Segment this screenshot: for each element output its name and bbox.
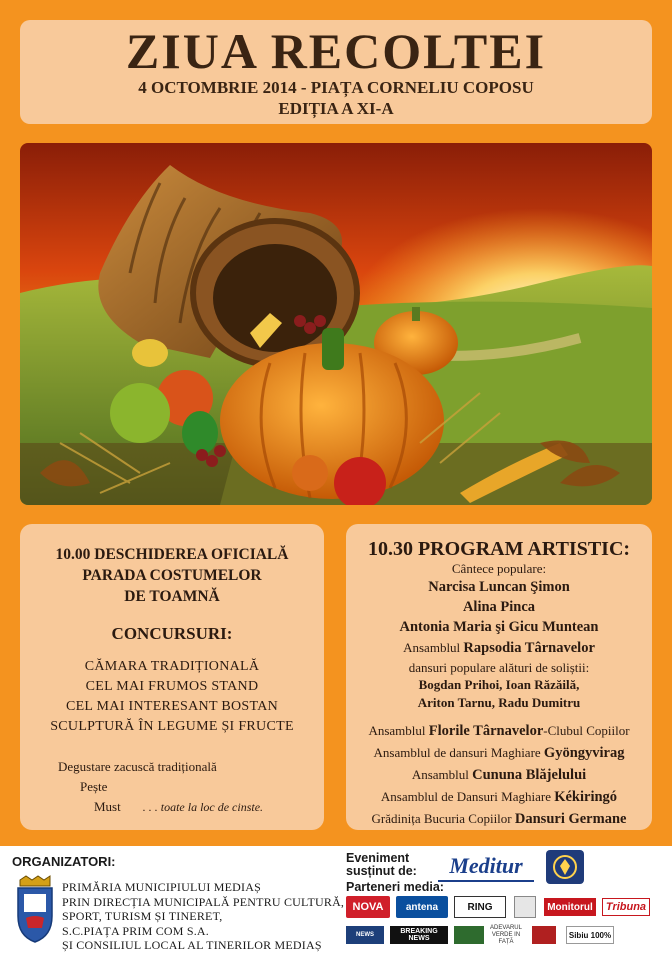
media-partner-icon	[514, 896, 536, 918]
breaking-news-logo: BREAKING NEWS	[390, 926, 448, 944]
ensemble-name: Gyöngyvirag	[543, 745, 625, 761]
ensemble-prefix: Ansamblul	[411, 767, 469, 782]
ensemble-line	[346, 764, 652, 786]
singer-name: Narcisa Luncan Şimon	[428, 579, 570, 595]
singer-name: Antonia Maria şi Gicu Muntean	[399, 619, 599, 635]
sponsor-heading	[346, 852, 417, 878]
soloists-line: Bogdan Prihoi, Ioan Răzăilă,	[418, 677, 580, 692]
sibiu-100-logo: Sibiu 100%	[566, 926, 614, 944]
adevarul-icon	[454, 926, 484, 944]
organizer-line: S.C.PIAȚA PRIM COM S.A.	[62, 923, 209, 938]
dances-label: dansuri populare alături de soliștii:	[408, 660, 590, 675]
ensemble-prefix: Ansamblul	[368, 723, 426, 738]
ensemble-suffix: -Clubul Copiilor	[543, 723, 630, 738]
organizer-line: PRIMĂRIA MUNICIPIULUI MEDIAȘ	[62, 880, 261, 894]
parade-line: PARADA COSTUMELOR	[82, 567, 262, 584]
tribuna-logo: Tribuna	[602, 898, 650, 916]
government-crest-icon	[546, 850, 584, 884]
adevarul-logo: ADEVARUL VERDE IN FAȚĂ	[490, 924, 522, 945]
ensemble-name: Dansuri Germane	[514, 811, 627, 827]
sponsors-footer	[0, 846, 672, 960]
tasting-item: Must	[94, 799, 121, 814]
ensemble-line	[346, 808, 652, 830]
tasting-item: Degustare zacuscă tradițională	[58, 759, 217, 774]
ensemble-name: Rapsodia Târnavelor	[463, 640, 595, 656]
sponsor-heading-line2: susținut de:	[346, 864, 417, 878]
tasting-item-last	[20, 797, 324, 817]
ring-radio-logo: RING	[454, 896, 506, 918]
organizer-line: PRIN DIRECȚIA MUNICIPALĂ PENTRU CULTURĂ,	[62, 894, 345, 909]
ensemble-name: Cununa Blăjelului	[472, 767, 587, 783]
contests-heading: CONCURSURI:	[111, 624, 233, 643]
event-date-location: 4 OCTOMBRIE 2014 - PIAȚA CORNELIU COPOSU	[138, 78, 534, 97]
organizer-line: ȘI CONSILIUL LOCAL AL TINERILOR MEDIAȘ	[62, 938, 322, 953]
parade-line-2: DE TOAMNĂ	[124, 588, 220, 605]
event-edition: EDIȚIA A XI-A	[278, 99, 394, 118]
ensemble-name: Florile Târnavelor	[428, 723, 544, 739]
media-partners-heading: Parteneri media:	[346, 880, 444, 894]
singer-name: Alina Pinca	[462, 599, 536, 615]
cornucopia-image	[20, 143, 652, 505]
ensemble-line	[346, 637, 652, 659]
contest-item: SCULPTURĂ ÎN LEGUME ȘI FRUCTE	[50, 719, 294, 734]
contest-item: CEL MAI INTERESANT BOSTAN	[65, 699, 279, 714]
program-panel-right	[346, 524, 652, 830]
ensemble-prefix: Ansamblul de dansuri Maghiare	[373, 745, 541, 760]
nova-tv-logo: NOVA	[346, 896, 390, 918]
ensemble-line	[346, 720, 652, 742]
ensemble-prefix: Grădinița Bucuria Copiilor	[371, 811, 512, 826]
tasting-note: . . . toate la loc de cinste.	[142, 800, 264, 814]
folk-songs-label: Cântece populare:	[451, 561, 547, 576]
meditur-logo: Meditur	[438, 852, 534, 882]
organizers-list	[62, 880, 344, 953]
header-box	[20, 20, 652, 124]
news-logo: NEWS	[346, 926, 384, 944]
ensemble-line	[346, 742, 652, 764]
medias-coat-of-arms-icon	[14, 874, 56, 944]
ensemble-name: Kékiringó	[554, 789, 618, 805]
ensemble-line	[346, 786, 652, 808]
contest-item: CEL MAI FRUMOS STAND	[85, 679, 259, 694]
organizers-heading: ORGANIZATORI:	[12, 854, 116, 869]
antena-logo: antena	[396, 896, 448, 918]
organizer-line: SPORT, TURISM ȘI TINERET,	[62, 909, 223, 924]
schedule-panel-left	[20, 524, 324, 830]
opening-line: 10.00 DESCHIDEREA OFICIALĂ	[55, 546, 289, 563]
monitorul-logo: Monitorul	[544, 898, 596, 916]
ensemble-prefix: Ansamblul de Dansuri Maghiare	[380, 789, 551, 804]
soloists-line: Ariton Tarnu, Radu Dumitru	[417, 695, 581, 710]
media-partner-icon-2	[532, 926, 556, 944]
ensemble-prefix: Ansamblul	[403, 640, 461, 655]
sponsor-heading-line1: Eveniment	[346, 851, 410, 865]
contest-item: CĂMARA TRADIȚIONALĂ	[84, 659, 260, 674]
event-title: ZIUA RECOLTEI	[125, 23, 547, 79]
contests-list	[20, 657, 324, 737]
tasting-item: Pește	[80, 779, 108, 794]
program-heading: 10.30 PROGRAM ARTISTIC:	[367, 538, 631, 560]
tasting-list	[20, 757, 324, 817]
harvest-illustration	[20, 143, 652, 505]
